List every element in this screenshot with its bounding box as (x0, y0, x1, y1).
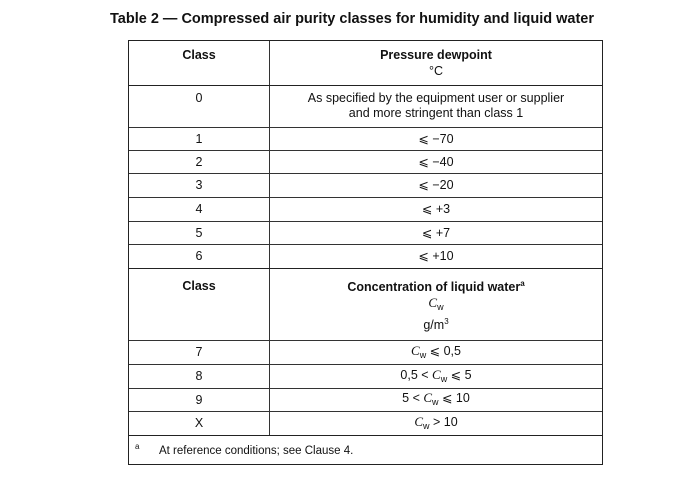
value-cell: ⩽ +10 (418, 249, 454, 263)
value-cell: ⩽ −20 (418, 178, 454, 192)
table-row (129, 151, 602, 174)
pressure-dewpoint-unit: °C (428, 64, 444, 78)
table-row (129, 365, 602, 389)
value-cell: ⩽ −40 (418, 154, 454, 169)
class-cell: 9 (195, 392, 203, 407)
table-header-row (129, 41, 602, 86)
table-row (129, 198, 602, 222)
table-row (129, 222, 602, 245)
class-cell: X (194, 416, 204, 430)
class-header: Class (182, 48, 216, 62)
class-header: Class (182, 279, 216, 293)
table-row (129, 412, 602, 436)
class-cell: 4 (195, 202, 203, 216)
purity-table (128, 40, 603, 465)
footnote-ref: a (520, 279, 525, 288)
table-footnote (129, 436, 602, 464)
value-cell: $5 < C_w$ ⩽ 10 (402, 390, 470, 407)
class-cell: 5 (195, 225, 203, 240)
concentration-symbol: $C_w$ (428, 295, 444, 312)
concentration-unit: $g/m^3$ (423, 317, 449, 332)
value-cell: ⩽ −70 (418, 131, 454, 146)
class-cell: 2 (195, 154, 203, 169)
value-cell: ⩽ +3 (421, 202, 451, 216)
class-cell: 1 (195, 131, 203, 146)
table-subheader-row (129, 269, 602, 341)
footnote-text: At reference conditions; see Clause 4. (159, 445, 354, 457)
table-title: Table 2 — Compressed air purity classes for humidity and liquid water (110, 11, 594, 27)
value-cell: As specified by the equipment user or supplier (307, 91, 565, 105)
class-cell: 3 (195, 178, 203, 192)
value-cell: $C_w > 10$ (414, 413, 458, 431)
value-cell-line2: and more stringent than class 1 (348, 106, 524, 120)
table-row (129, 341, 602, 365)
class-cell: 0 (195, 91, 203, 105)
value-cell: $0,5 < C_w$ ⩽ 5 (400, 366, 472, 384)
footnote-mark: a (135, 442, 140, 451)
class-cell: 7 (195, 345, 203, 359)
table-row (129, 86, 602, 128)
class-cell: 8 (195, 369, 203, 383)
table-row (129, 245, 602, 269)
liquid-water-header: Concentration of liquid water$^a$ (347, 279, 525, 294)
value-cell: ⩽ +7 (421, 225, 451, 240)
table-row (129, 128, 602, 151)
value-cell: $C_w$ ⩽ 0,5 (411, 342, 461, 360)
table-row (129, 174, 602, 198)
class-cell: 6 (195, 249, 203, 263)
pressure-dewpoint-header: Pressure dewpoint (380, 48, 492, 62)
table-row (129, 389, 602, 412)
